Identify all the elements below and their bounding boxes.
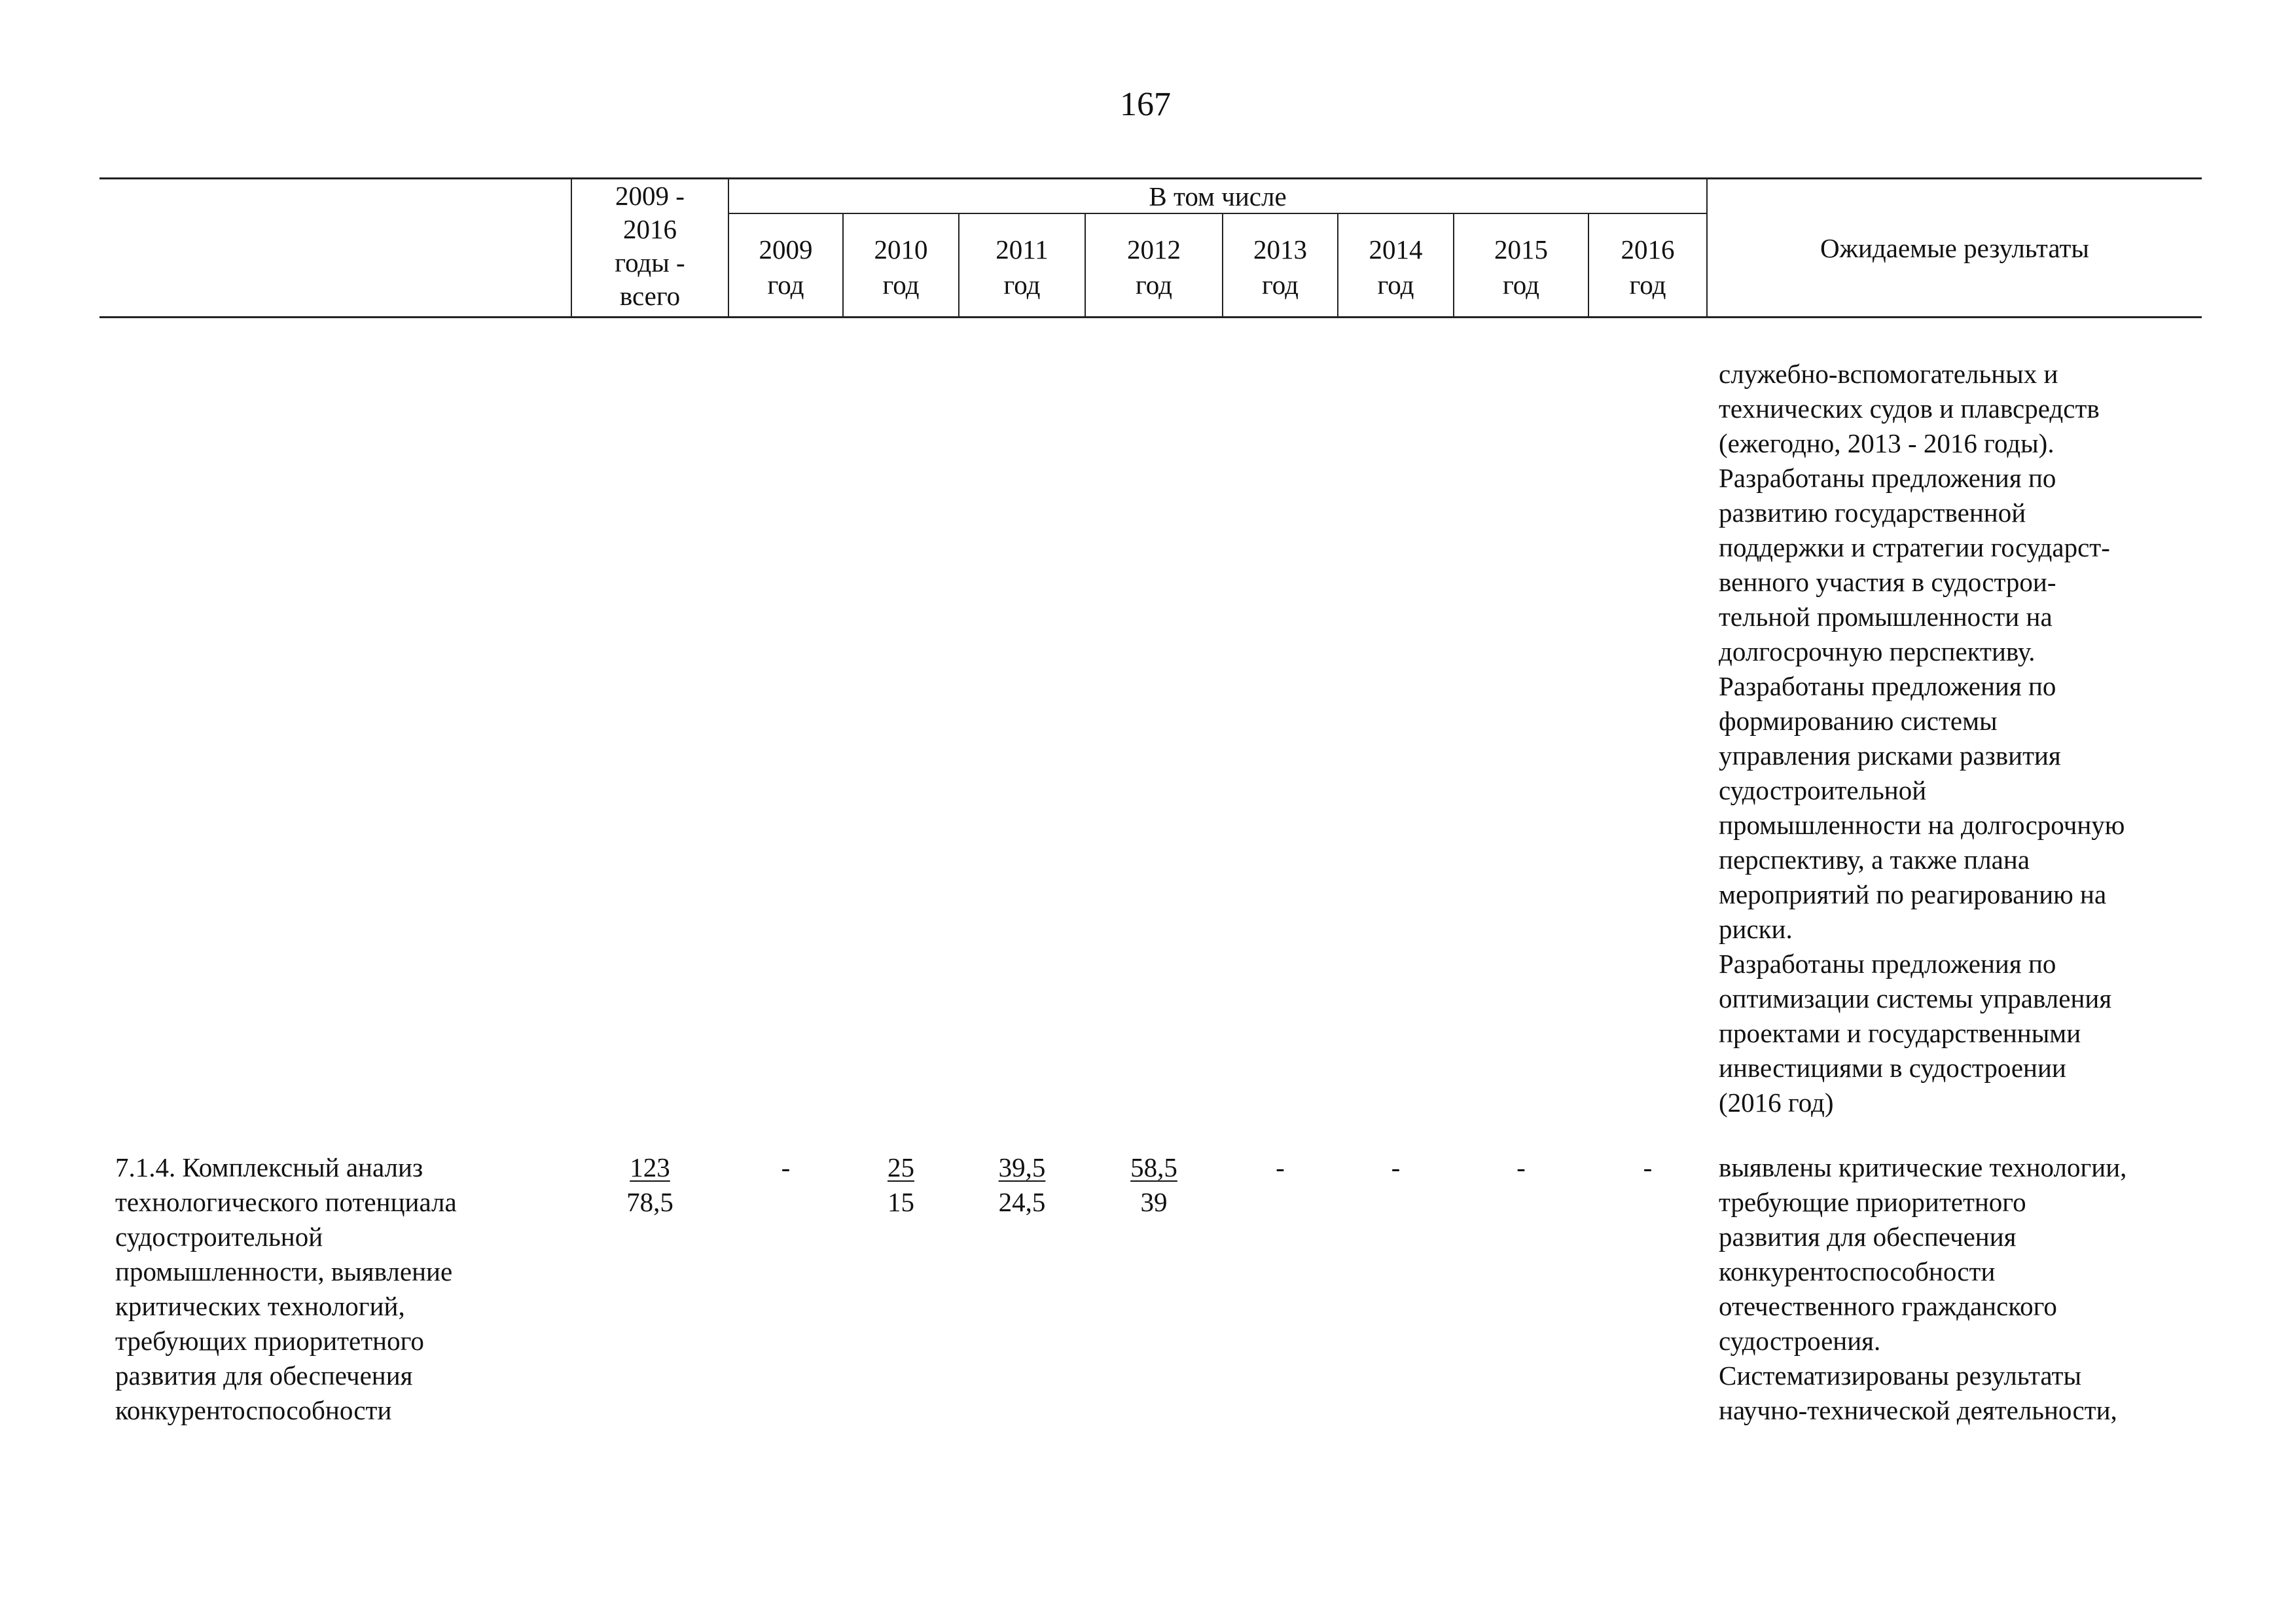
header-year: 2014: [1369, 234, 1423, 264]
header-year-2010: [844, 232, 958, 302]
row-name-line: 7.1.4. Комплексный анализ: [115, 1152, 423, 1182]
page-number: 167: [1120, 86, 1171, 123]
header-year-2014: [1338, 232, 1453, 302]
value-2010-bottom: 15: [888, 1187, 914, 1217]
header-year-2012: [1086, 232, 1222, 302]
results-line: промышленности на долгосрочную: [1719, 810, 2125, 840]
header-total: [572, 179, 728, 313]
header-year-unit: год: [1629, 270, 1666, 300]
cell-2015: [1454, 1150, 1588, 1185]
header-year: 2012: [1127, 234, 1181, 264]
results-line: развития для обеспечения: [1719, 1222, 2017, 1252]
results-line: (2016 год): [1719, 1087, 1834, 1118]
row-results: [1719, 1150, 2126, 1428]
header-total-line: всего: [619, 281, 681, 311]
header-year-unit: год: [882, 270, 920, 300]
cell-2013: [1223, 1150, 1337, 1185]
results-line: венного участия в судострои-: [1719, 567, 2056, 597]
header-total-line: 2009 -: [615, 181, 685, 211]
header-year-unit: год: [1377, 270, 1414, 300]
cell-2009: [729, 1150, 842, 1185]
results-line: судостроения.: [1719, 1326, 1881, 1356]
value-2015: -: [1516, 1152, 1526, 1182]
header-year: 2013: [1253, 234, 1307, 264]
results-line: технических судов и плавсредств: [1719, 393, 2100, 424]
header-year-unit: год: [767, 270, 804, 300]
header-year: 2016: [1621, 234, 1675, 264]
row-name-line: конкурентоспособности: [115, 1395, 392, 1425]
results-line: перспективу, а также плана: [1719, 845, 2030, 875]
results-line: конкурентоспособности: [1719, 1256, 1996, 1286]
row-name-line: промышленности, выявление: [115, 1256, 453, 1286]
results-line: научно-технической деятельности,: [1719, 1395, 2117, 1425]
value-2011-top: 39,5: [998, 1152, 1046, 1182]
row-name-line: требующих приоритетного: [115, 1326, 424, 1356]
row-name-line: технологического потенциала: [115, 1187, 457, 1217]
value-2011-bottom: 24,5: [998, 1187, 1046, 1217]
cell-2016: [1589, 1150, 1706, 1185]
header-year: 2010: [874, 234, 928, 264]
results-line: Разработаны предложения по: [1719, 671, 2056, 701]
header-year: 2015: [1494, 234, 1548, 264]
header-year-2015: [1454, 232, 1588, 302]
header-year-unit: год: [1003, 270, 1041, 300]
header-including: В том числе: [1149, 181, 1287, 211]
value-2016: -: [1643, 1152, 1653, 1182]
header-total-line: годы -: [615, 247, 685, 278]
continued-results: [1719, 357, 2125, 1120]
value-2013: -: [1276, 1152, 1285, 1182]
value-2014: -: [1391, 1152, 1401, 1182]
results-line: Разработаны предложения по: [1719, 949, 2056, 979]
results-line: тельной промышленности на: [1719, 602, 2053, 632]
results-line: требующие приоритетного: [1719, 1187, 2026, 1217]
cell-2014: [1338, 1150, 1453, 1185]
header-year-unit: год: [1136, 270, 1172, 300]
row-name-line: судостроительной: [115, 1222, 323, 1252]
value-total-top: 123: [630, 1152, 670, 1182]
header-year-2016: [1589, 232, 1706, 302]
header-year-2009: [729, 232, 842, 302]
results-line: поддержки и стратегии государст-: [1719, 532, 2110, 562]
header-bottom-rule: [99, 316, 2202, 318]
header-year-unit: год: [1503, 270, 1539, 300]
row-name-line: критических технологий,: [115, 1291, 405, 1321]
results-line: оптимизации системы управления: [1719, 983, 2112, 1013]
cell-2011: [960, 1150, 1085, 1220]
results-line: Систематизированы результаты: [1719, 1360, 2082, 1391]
value-2012-bottom: 39: [1140, 1187, 1168, 1217]
row-name-line: развития для обеспечения: [115, 1360, 413, 1391]
value-2009: -: [781, 1152, 791, 1182]
results-line: развитию государственной: [1719, 498, 2026, 528]
results-line: формированию системы: [1719, 706, 1998, 736]
header-year-unit: год: [1262, 270, 1299, 300]
results-line: (ежегодно, 2013 - 2016 годы).: [1719, 428, 2054, 458]
value-2010-top: 25: [888, 1152, 914, 1182]
header-results: Ожидаемые результаты: [1820, 233, 2089, 263]
results-line: судостроительной: [1719, 775, 1927, 805]
results-line: инвестициями в судостроении: [1719, 1053, 2066, 1083]
results-line: служебно-вспомогательных и: [1719, 359, 2058, 389]
results-line: риски.: [1719, 914, 1793, 944]
results-line: мероприятий по реагированию на: [1719, 879, 2107, 909]
results-line: Разработаны предложения по: [1719, 463, 2056, 493]
results-line: долгосрочную перспективу.: [1719, 636, 2036, 666]
results-line: проектами и государственными: [1719, 1018, 2081, 1048]
cell-total: [572, 1150, 728, 1220]
header-total-line: 2016: [623, 214, 677, 244]
cell-2012: [1086, 1150, 1222, 1220]
cell-2010: [844, 1150, 958, 1220]
results-line: выявлены критические технологии,: [1719, 1152, 2127, 1182]
value-2012-top: 58,5: [1130, 1152, 1177, 1182]
header-year: 2009: [759, 234, 813, 264]
header-year-2013: [1223, 232, 1337, 302]
results-line: отечественного гражданского: [1719, 1291, 2057, 1321]
value-total-bottom: 78,5: [626, 1187, 673, 1217]
header-year-2011: [960, 232, 1085, 302]
header-year: 2011: [996, 234, 1049, 264]
row-name: [115, 1150, 457, 1428]
results-line: управления рисками развития: [1719, 740, 2061, 771]
